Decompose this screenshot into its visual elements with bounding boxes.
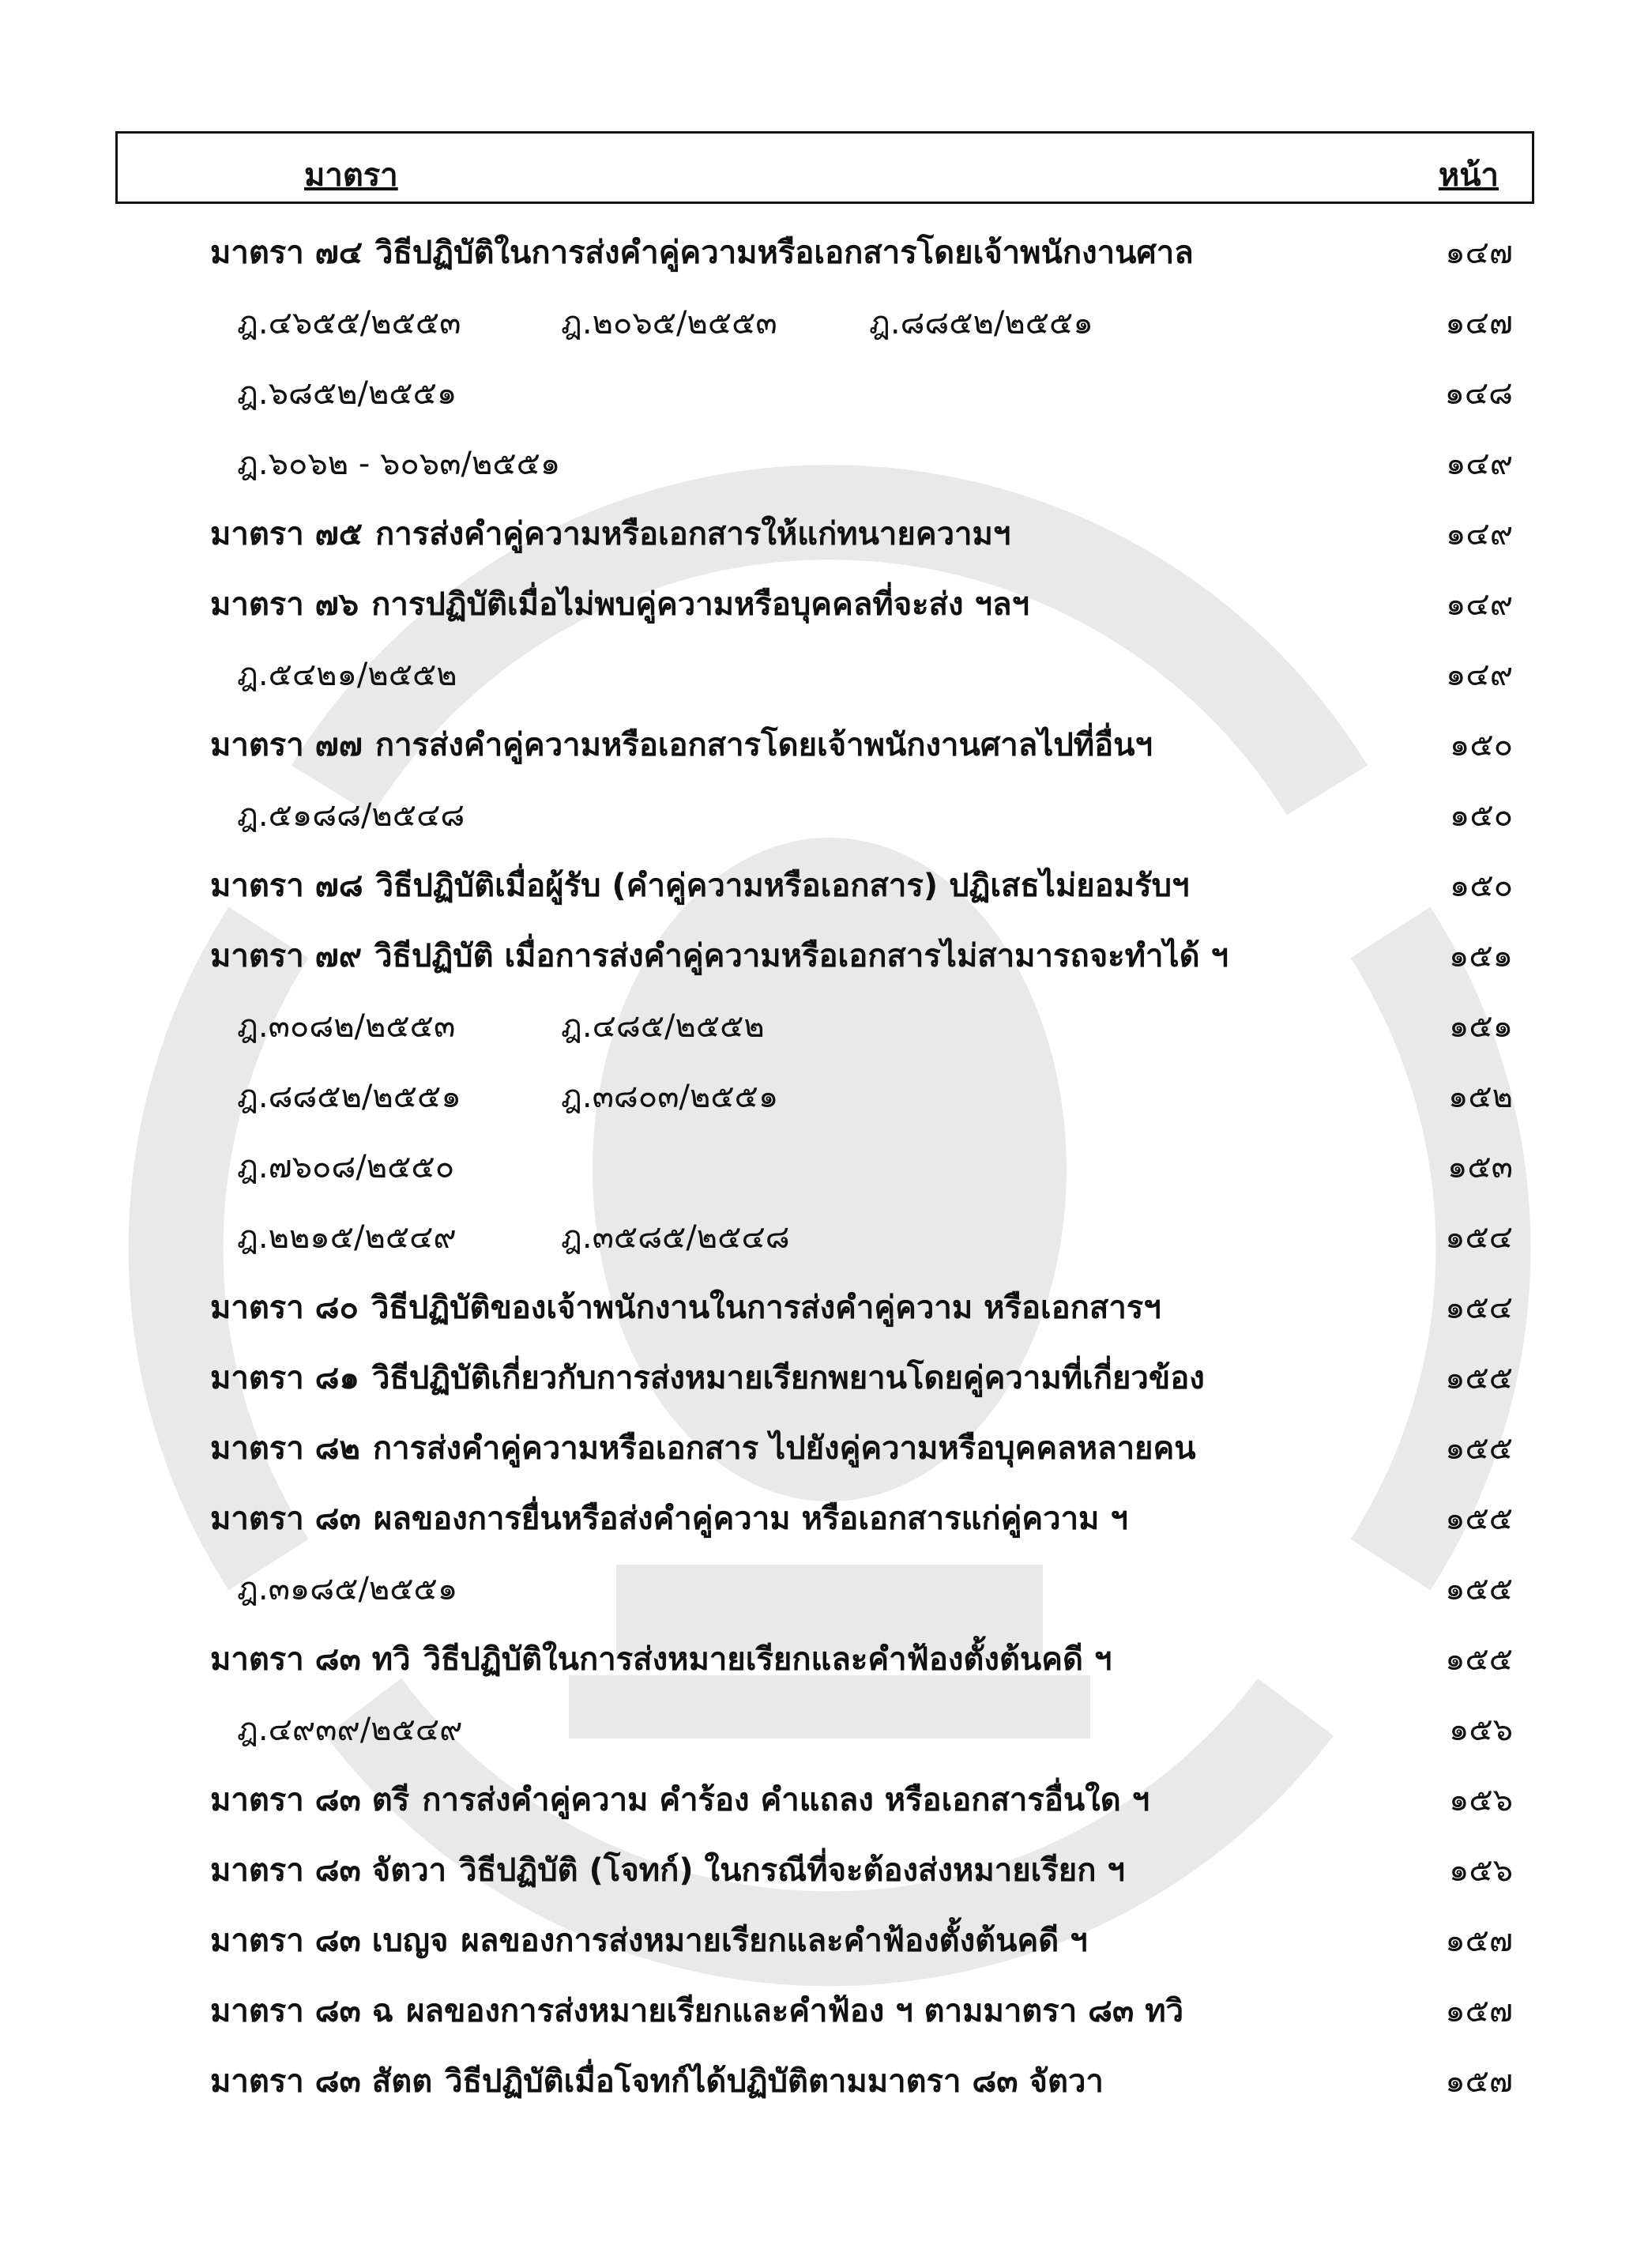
page-number: ๑๕๑ — [1448, 938, 1513, 974]
header-box — [115, 131, 1534, 204]
section-entry — [0, 1414, 1633, 1484]
page-number: ๑๕๕ — [1445, 1360, 1513, 1396]
section-label: มาตรา ๘๓ ตรี การส่งคำคู่ความ คำร้อง คำแถลง หรือเอกสารอื่นใด ฯ — [210, 1782, 1150, 1818]
toc-entries — [0, 218, 1633, 2117]
section-description: การปฏิบัติเมื่อไม่พบคู่ความหรือบุคคลที่จะส่ง ฯลฯ — [371, 586, 1029, 623]
section-entry — [0, 1765, 1633, 1836]
section-label: มาตรา ๘๑ วิธีปฏิบัติเกี่ยวกับการส่งหมายเรียกพยานโดยคู่ความที่เกี่ยวข้อง — [210, 1360, 1205, 1396]
page-number: ๑๔๙ — [1446, 446, 1513, 482]
case-reference: ฎ.๕๑๘๘/๒๕๔๘ — [237, 797, 465, 834]
section-description: วิธีปฏิบัติ เมื่อการส่งคำคู่ความหรือเอกสารไม่สามารถจะทำได้ ฯ — [374, 938, 1229, 974]
case-reference: ฎ.๗๖๐๘/๒๕๕๐ — [237, 1149, 455, 1185]
case-reference: ฎ.๒๒๑๕/๒๕๔๙ — [237, 1219, 457, 1256]
section-label: มาตรา ๘๓ ฉ ผลของการส่งหมายเรียกและคำฟ้อง ฯ ตามมาตรา ๘๓ ทวิ — [210, 1993, 1184, 2029]
page-number: ๑๕๗ — [1445, 1993, 1513, 2029]
section-entry — [0, 1484, 1633, 1554]
case-entry — [0, 359, 1633, 429]
case-entry — [0, 429, 1633, 499]
page-number: ๑๔๘ — [1444, 375, 1513, 412]
case-reference: ฎ.๘๘๕๒/๒๕๕๑ — [869, 305, 1093, 341]
case-reference: ฎ.๘๘๕๒/๒๕๕๑ — [237, 1079, 461, 1115]
case-entry — [0, 288, 1633, 359]
page-number: ๑๕๐ — [1449, 868, 1513, 904]
section-description: การส่งคำคู่ความหรือเอกสารให้แก่ทนายความฯ — [375, 516, 1011, 552]
page-number: ๑๕๓ — [1447, 1149, 1513, 1185]
case-reference: ฎ.๓๑๘๕/๒๕๕๑ — [237, 1571, 458, 1607]
page-number: ๑๕๖ — [1448, 1852, 1513, 1889]
page-number: ๑๕๐ — [1449, 797, 1513, 834]
page-number: ๑๕๔ — [1445, 1290, 1513, 1326]
page-number: ๑๔๗ — [1445, 235, 1513, 271]
section-column-header: มาตรา — [304, 157, 398, 194]
page-number: ๑๕๕ — [1445, 1641, 1513, 1678]
section-entry — [0, 2047, 1633, 2117]
section-entry — [0, 1906, 1633, 1976]
section-label: มาตรา ๗๗ การส่งคำคู่ความหรือเอกสารโดยเจ้าพนักงานศาลไปที่อื่นฯ — [210, 727, 1153, 763]
section-label: มาตรา ๘๓ ทวิ วิธีปฏิบัติในการส่งหมายเรียกและคำฟ้องตั้งต้นคดี ฯ — [210, 1641, 1112, 1678]
page-number: ๑๕๕ — [1445, 1430, 1513, 1467]
section-label: มาตรา ๗๙ วิธีปฏิบัติ เมื่อการส่งคำคู่ความหรือเอกสารไม่สามารถจะทำได้ ฯ — [210, 938, 1229, 974]
case-reference: ฎ.๓๕๘๕/๒๕๔๘ — [561, 1219, 790, 1256]
case-entry — [0, 1695, 1633, 1765]
case-entry — [0, 640, 1633, 710]
page-number: ๑๔๗ — [1445, 305, 1513, 341]
case-reference: ฎ.๖๐๖๒ - ๖๐๖๓/๒๕๕๑ — [237, 446, 561, 482]
page-number: ๑๕๒ — [1447, 1079, 1513, 1115]
page-number: ๑๕๕ — [1445, 1571, 1513, 1607]
section-description: การส่งคำคู่ความหรือเอกสาร ไปยังคู่ความหรือบุคคลหลายคน — [372, 1430, 1196, 1467]
section-label: มาตรา ๗๔ วิธีปฏิบัติในการส่งคำคู่ความหรือเอกสารโดยเจ้าพนักงานศาล — [210, 235, 1194, 271]
section-entry — [0, 710, 1633, 781]
section-entry — [0, 1625, 1633, 1695]
section-description: ผลของการยื่นหรือส่งคำคู่ความ หรือเอกสารแก่คู่ความ ฯ — [373, 1501, 1128, 1537]
section-description: วิธีปฏิบัติเมื่อผู้รับ (คำคู่ความหรือเอกสาร) ปฏิเสธไม่ยอมรับฯ — [375, 868, 1190, 904]
section-entry — [0, 218, 1633, 288]
section-entry — [0, 921, 1633, 992]
page-number: ๑๕๗ — [1445, 1923, 1513, 1959]
page-number: ๑๔๙ — [1446, 657, 1513, 693]
section-label: มาตรา ๘๓ เบญจ ผลของการส่งหมายเรียกและคำฟ้องตั้งต้นคดี ฯ — [210, 1923, 1088, 1959]
section-description: การส่งคำคู่ความหรือเอกสารโดยเจ้าพนักงานศาลไปที่อื่นฯ — [374, 727, 1153, 763]
page-number: ๑๔๙ — [1446, 516, 1513, 552]
case-entry — [0, 1203, 1633, 1273]
section-description: วิธีปฏิบัติเมื่อโจทก์ได้ปฏิบัติตามมาตรา ๘๓ จัตวา — [445, 2063, 1104, 2100]
section-entry — [0, 1976, 1633, 2047]
case-reference: ฎ.๓๘๐๓/๒๕๕๑ — [561, 1079, 779, 1115]
section-label: มาตรา ๘๒ การส่งคำคู่ความหรือเอกสาร ไปยังคู่ความหรือบุคคลหลายคน — [210, 1430, 1196, 1467]
section-description: วิธีปฏิบัติในการส่งหมายเรียกและคำฟ้องตั้งต้นคดี ฯ — [423, 1641, 1112, 1678]
section-description: ผลของการส่งหมายเรียกและคำฟ้องตั้งต้นคดี ฯ — [461, 1923, 1088, 1959]
case-reference: ฎ.๔๘๕/๒๕๕๒ — [561, 1008, 765, 1045]
section-label: มาตรา ๘๐ วิธีปฏิบัติของเจ้าพนักงานในการส่งคำคู่ความ หรือเอกสารฯ — [210, 1290, 1161, 1326]
case-reference: ฎ.๒๐๖๕/๒๕๕๓ — [561, 305, 777, 341]
section-description: วิธีปฏิบัติของเจ้าพนักงานในการส่งคำคู่ความ หรือเอกสารฯ — [371, 1290, 1161, 1326]
case-reference: ฎ.๖๘๕๒/๒๕๕๑ — [237, 375, 457, 412]
page-number: ๑๕๕ — [1445, 1501, 1513, 1537]
section-entry — [0, 1273, 1633, 1343]
section-description: วิธีปฏิบัติในการส่งคำคู่ความหรือเอกสารโดยเจ้าพนักงานศาล — [375, 235, 1194, 271]
section-label: มาตรา ๗๘ วิธีปฏิบัติเมื่อผู้รับ (คำคู่ความหรือเอกสาร) ปฏิเสธไม่ยอมรับฯ — [210, 868, 1190, 904]
section-entry — [0, 499, 1633, 570]
case-entry — [0, 992, 1633, 1062]
section-description: ผลของการส่งหมายเรียกและคำฟ้อง ฯ ตามมาตรา ๘๓ ทวิ — [406, 1993, 1184, 2029]
case-reference: ฎ.๕๔๒๑/๒๕๕๒ — [237, 657, 457, 693]
page-number: ๑๕๐ — [1449, 727, 1513, 763]
section-label: มาตรา ๗๖ การปฏิบัติเมื่อไม่พบคู่ความหรือบุคคลที่จะส่ง ฯลฯ — [210, 586, 1029, 623]
case-entry — [0, 781, 1633, 851]
case-reference: ฎ.๔๖๕๕/๒๕๕๓ — [237, 305, 461, 341]
page-number: ๑๕๑ — [1448, 1008, 1513, 1045]
page-number: ๑๕๔ — [1445, 1219, 1513, 1256]
section-label: มาตรา ๘๓ สัตต วิธีปฏิบัติเมื่อโจทก์ได้ปฏิบัติตามมาตรา ๘๓ จัตวา — [210, 2063, 1104, 2100]
case-reference: ฎ.๓๐๘๒/๒๕๕๓ — [237, 1008, 456, 1045]
section-description: วิธีปฏิบัติ (โจทก์) ในกรณีที่จะต้องส่งหมายเรียก ฯ — [459, 1852, 1125, 1889]
section-label: มาตรา ๘๓ ผลของการยื่นหรือส่งคำคู่ความ หรือเอกสารแก่คู่ความ ฯ — [210, 1501, 1128, 1537]
case-entry — [0, 1132, 1633, 1203]
section-description: การส่งคำคู่ความ คำร้อง คำแถลง หรือเอกสารอื่นใด ฯ — [422, 1782, 1150, 1818]
section-label: มาตรา ๘๓ จัตวา วิธีปฏิบัติ (โจทก์) ในกรณีที่จะต้องส่งหมายเรียก ฯ — [210, 1852, 1125, 1889]
case-entry — [0, 1062, 1633, 1132]
section-entry — [0, 1343, 1633, 1414]
section-entry — [0, 851, 1633, 921]
page-number: ๑๕๖ — [1448, 1782, 1513, 1818]
page-number: ๑๕๖ — [1448, 1712, 1513, 1748]
section-description: วิธีปฏิบัติเกี่ยวกับการส่งหมายเรียกพยานโดยคู่ความที่เกี่ยวข้อง — [371, 1360, 1205, 1396]
page-number: ๑๕๗ — [1445, 2063, 1513, 2100]
case-reference: ฎ.๔๙๓๙/๒๕๔๙ — [237, 1712, 463, 1748]
section-label: มาตรา ๗๕ การส่งคำคู่ความหรือเอกสารให้แก่ทนายความฯ — [210, 516, 1011, 552]
section-entry — [0, 1836, 1633, 1906]
case-entry — [0, 1554, 1633, 1625]
page-column-header: หน้า — [1438, 157, 1499, 194]
section-entry — [0, 570, 1633, 640]
page-number: ๑๔๙ — [1446, 586, 1513, 623]
